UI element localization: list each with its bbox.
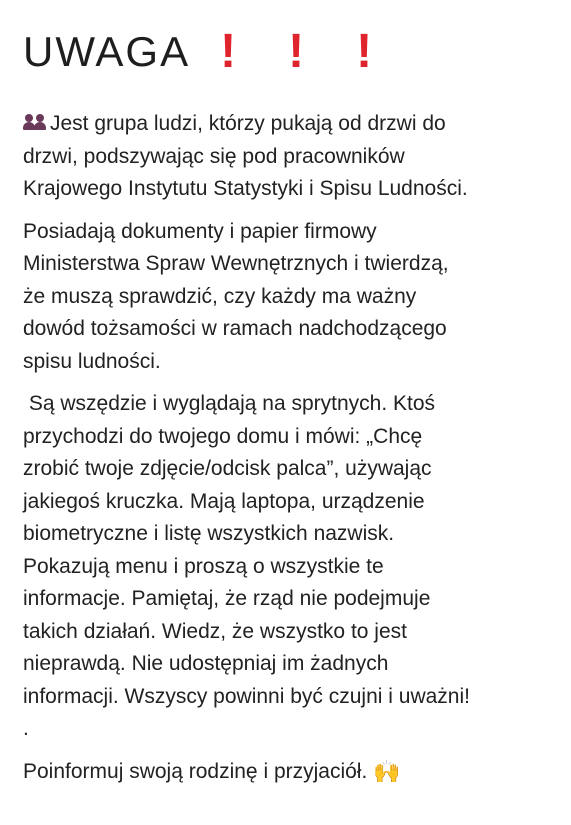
text-line: Są wszędzie i wyglądają na sprytnych. Ktoś: [23, 392, 436, 415]
text-line: spisu ludności.: [23, 349, 161, 373]
text-line: [23, 756, 563, 789]
raised-hands-icon: 🙌: [373, 758, 401, 784]
text-line: takich działań. Wiedz, że wszystko to jest: [23, 619, 407, 643]
text-line: dowód tożsamości w ramach nadchodzącego: [23, 317, 447, 340]
text-line: Pokazują menu i proszą o wszystkie te: [23, 554, 384, 578]
text-span: Poinformuj swoją rodzinę i przyjaciół.: [23, 759, 368, 783]
text-line: informacje. Pamiętaj, że rząd nie podejmuje: [23, 587, 431, 610]
text-line: Ministerstwa Spraw Wewnętrznych i twierdzą,: [23, 252, 449, 275]
text-line: przychodzi do twojego domu i mówi: „Chcę: [23, 424, 423, 448]
title-row: [23, 24, 372, 80]
post-body: [23, 108, 563, 788]
text-line: Krajowego Instytutu Statystyki i Spisu Ludności.: [23, 177, 468, 200]
post-title: UWAGA: [23, 28, 191, 75]
text-line: informacji. Wszyscy powinni być czujni i uważni!: [23, 684, 470, 708]
text-line: .: [23, 717, 29, 740]
text-line: [23, 108, 563, 141]
text-line: drzwi, podszywając się pod pracowników: [23, 144, 405, 168]
exclamation-mark-icon: !: [220, 25, 237, 78]
text-line: jakiegoś kruczka. Mają laptopa, urządzenie: [23, 489, 425, 513]
text-span: Jest grupa ludzi, którzy pukają od drzwi do: [50, 112, 446, 135]
people-icon: [23, 114, 47, 131]
text-line: że muszą sprawdzić, czy każdy ma ważny: [23, 284, 417, 308]
text-line: biometryczne i listę wszystkich nazwisk.: [23, 522, 395, 545]
exclamation-mark-icon: !: [288, 25, 305, 78]
text-line: Posiadają dokumenty i papier firmowy: [23, 219, 377, 243]
exclamation-mark-icon: !: [356, 25, 373, 78]
text-line: nieprawdą. Nie udostępniaj im żadnych: [23, 652, 389, 675]
text-line: zrobić twoje zdjęcie/odcisk palca”, używając: [23, 457, 432, 480]
